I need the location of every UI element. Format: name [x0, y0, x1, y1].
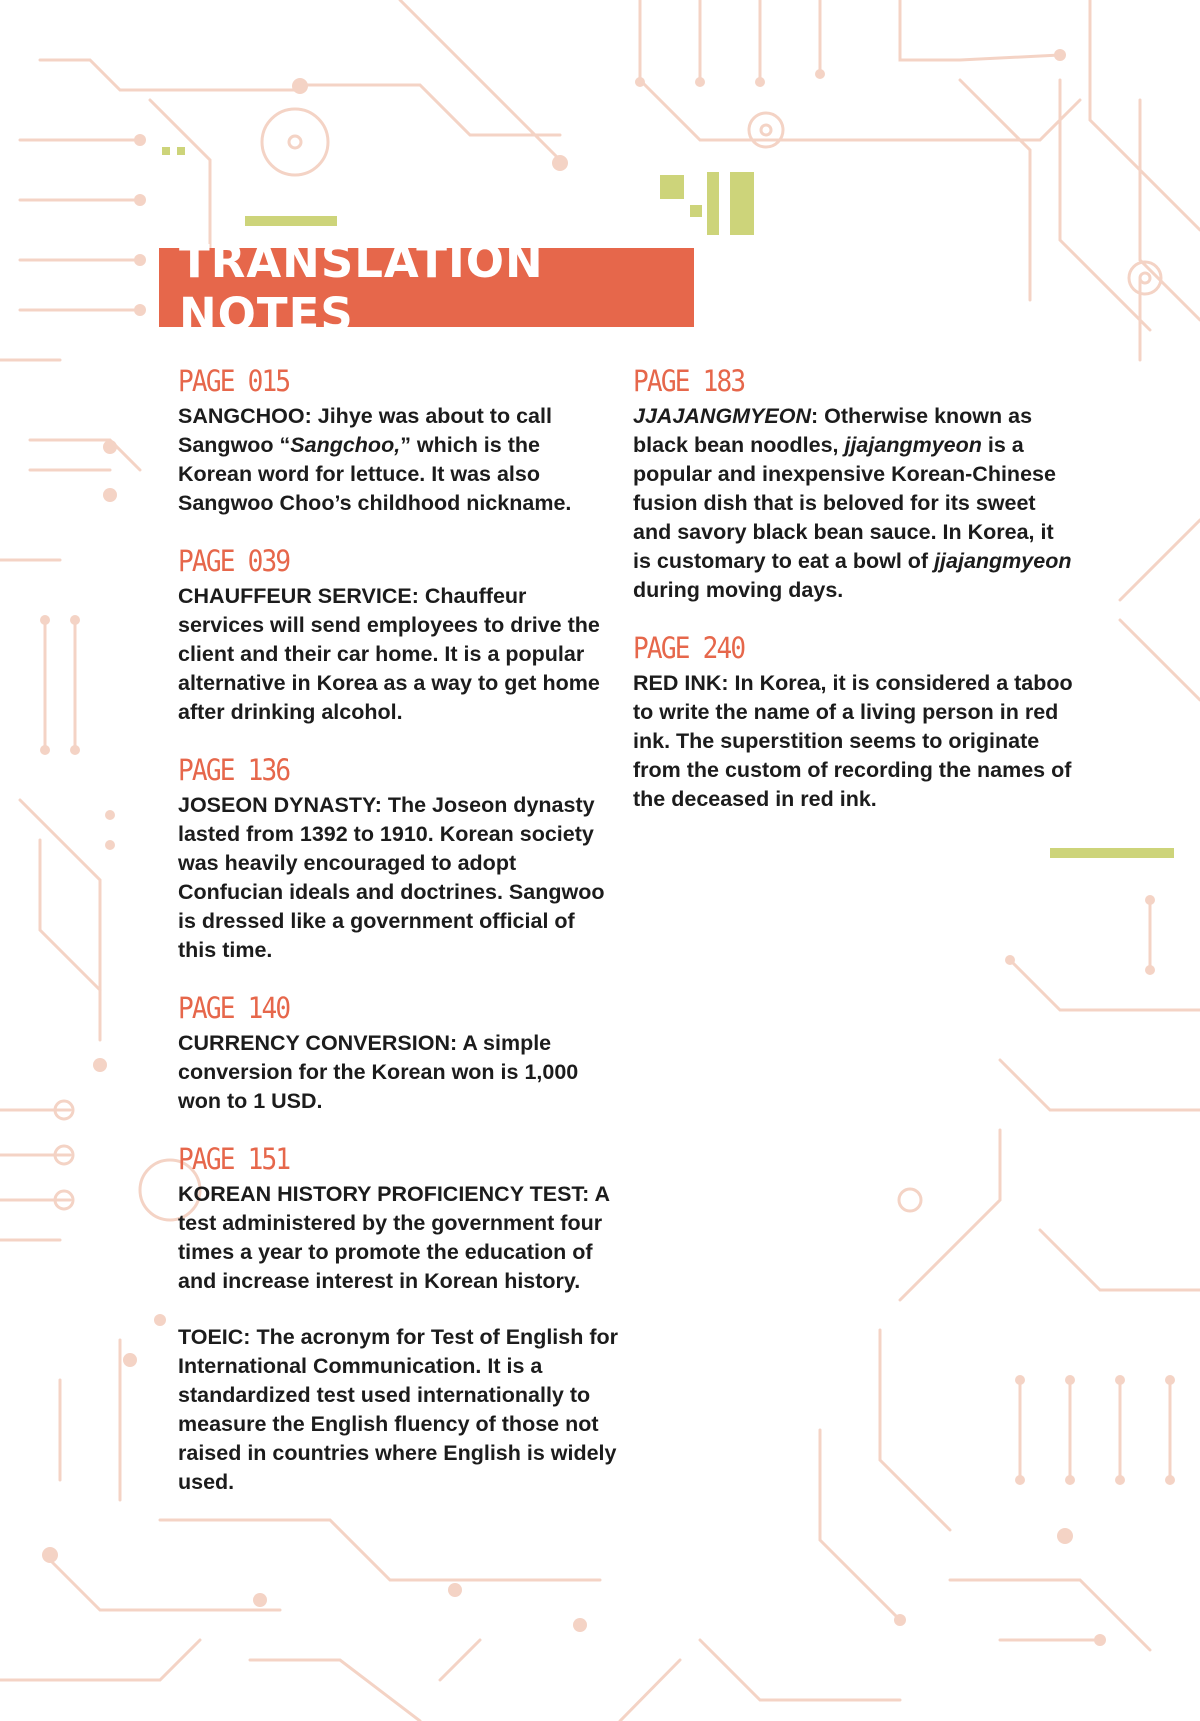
notes-column-left	[178, 362, 618, 1521]
note-body: The Joseon dynasty lasted from 1392 to 1910. Korean society was heavily encouraged to adopt Confucian ideals and doctrines. Sangwoo is dressed like a government official of this time.	[178, 793, 605, 962]
note-text	[178, 791, 618, 965]
note-italic-word: Sangchoo,	[290, 433, 401, 457]
note-term: CURRENCY CONVERSION:	[178, 1031, 458, 1055]
page-number-heading: PAGE 240	[633, 631, 745, 665]
page-number-heading: PAGE 151	[178, 1142, 290, 1176]
note-body: Chauffeur services will send employees to drive the client and their car home. It is a popular alternative in Korea as a way to get home after drinking alcohol.	[178, 584, 600, 724]
note-italic-word: jjajangmyeon	[934, 549, 1072, 573]
note-entry	[633, 629, 1073, 814]
page-title: TRANSLATION NOTES	[159, 248, 694, 327]
note-entry	[178, 542, 618, 727]
note-body: Jihye was about to call Sangwoo “	[178, 404, 552, 457]
note-term: KOREAN HISTORY PROFICIENCY TEST:	[178, 1182, 590, 1206]
note-text	[178, 402, 618, 518]
note-text	[633, 669, 1073, 814]
note-text	[178, 1323, 618, 1497]
note-italic-word: jjajangmyeon	[844, 433, 982, 457]
note-body: A test administered by the government four times a year to promote the education of and increase interest in Korean history.	[178, 1182, 610, 1293]
page-number-heading: PAGE 136	[178, 753, 290, 787]
note-entry	[178, 989, 618, 1116]
note-body: The acronym for Test of English for International Communication. It is a standardized test used internationally to measure the English fluency of those not raised in countries where English is widely used.	[178, 1325, 618, 1494]
page-number-heading: PAGE 183	[633, 364, 745, 398]
note-term: SANGCHOO:	[178, 404, 312, 428]
note-term: TOEIC:	[178, 1325, 251, 1349]
note-entry	[178, 751, 618, 965]
note-term: RED INK:	[633, 671, 729, 695]
note-body: during moving days.	[633, 578, 844, 602]
note-term: JJAJANGMYEON	[633, 404, 812, 428]
note-text	[178, 582, 618, 727]
note-body: A simple conversion for the Korean won is 1,000 won to 1 USD.	[178, 1031, 579, 1113]
note-term: JOSEON DYNASTY:	[178, 793, 382, 817]
note-body: In Korea, it is considered a taboo to write the name of a living person in red ink. The superstition seems to originate from the custom of recording the names of the deceased in red ink.	[633, 671, 1073, 811]
page-number-heading: PAGE 039	[178, 544, 290, 578]
note-text	[178, 1180, 618, 1296]
note-entry	[178, 1140, 618, 1497]
note-text	[633, 402, 1073, 605]
note-text	[178, 1029, 618, 1116]
note-term: :	[811, 404, 819, 428]
page-number-heading: PAGE 140	[178, 991, 290, 1025]
note-body: Otherwise known as black bean noodles,	[633, 404, 1033, 457]
note-term: CHAUFFEUR SERVICE:	[178, 584, 419, 608]
note-body: is a popular and inexpensive Korean-Chinese fusion dish that is beloved for its sweet and savory black bean sauce. In Korea, it is customary to eat a bowl of	[633, 433, 1056, 573]
note-entry	[633, 362, 1073, 605]
notes-column-right	[633, 362, 1073, 838]
note-body: ” which is the Korean word for lettuce. It was also Sangwoo Choo’s childhood nickname.	[178, 433, 572, 515]
note-entry	[178, 362, 618, 518]
page-number-heading: PAGE 015	[178, 364, 290, 398]
